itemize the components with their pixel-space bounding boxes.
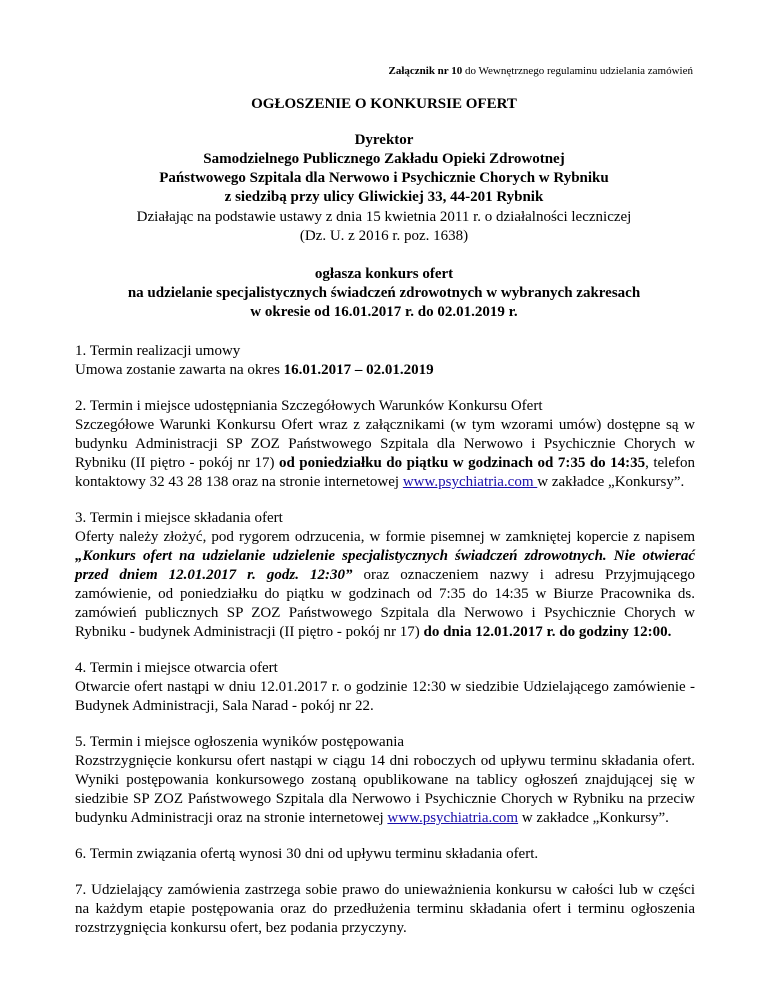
section-2 [75,397,695,492]
section-1-bold: 16.01.2017 – 02.01.2019 [283,362,434,378]
section-2-text-3: w zakładce „Konkursy”. [537,474,685,490]
sections [75,342,695,955]
section-3-text-2: oraz oznaczeniem nazwy i adresu Przyjmującego zamówienie, od poniedziałku do piątku w godzinach od 7:35 do 14:35 w Biurze Pracownika ds. zamówień publicznych SP ZOZ Państwowego Szpitala dla Nerwowo i Psychicznie Chorych w Rybniku - budynek Administracji (II piętro - pokój nr 17) [75,567,696,640]
section-7 [75,881,695,938]
annex-label: Załącznik nr 10 [388,65,463,77]
announce-line-1: ogłasza konkurs ofert [314,266,454,282]
annex-note [388,65,693,77]
section-1-body [75,361,695,380]
section-6-body: 6. Termin związania ofertą wynosi 30 dni od upływu terminu składania ofert. [75,846,539,862]
section-2-bold: od poniedziałku do piątku w godzinach od 7:35 do 14:35 [278,455,646,471]
section-3 [75,509,695,642]
section-5-text-2: w zakładce „Konkursy”. [518,810,669,826]
section-4-body: Otwarcie ofert nastąpi w dniu 12.01.2017 r. o godzinie 12:30 w siedzibie Udzielającego zamówienie - Budynek Administracji, Sala Narad - pokój nr 22. [75,679,695,714]
announcement-block [0,265,768,322]
director-line-1: Dyrektor [354,132,414,148]
director-line-4: z siedzibą przy ulicy Gliwickiej 33, 44-201 Rybnik [224,189,544,205]
section-5-heading: 5. Termin i miejsce ogłoszenia wyników postępowania [75,734,405,750]
section-2-text-2: , telefon kontaktowy 32 43 28 138 oraz na stronie internetowej [75,455,695,490]
website-link[interactable]: www.psychiatria.com [402,474,538,490]
section-3-body [75,528,695,642]
legal-basis [0,208,768,246]
section-2-body [75,416,695,492]
document-title: OGŁOSZENIE O KONKURSIE OFERT [251,96,517,112]
section-7-body: 7. Udzielający zamówienia zastrzega sobie prawo do unieważnienia konkursu w całości lub w części na każdym etapie postępowania oraz do przedłużenia terminu składania ofert i terminu ogłoszenia rozstrzygnięcia konkursu ofert, bez podania przyczyny. [75,882,695,936]
announce-line-2: na udzielanie specjalistycznych świadczeń zdrowotnych w wybranych zakresach [127,285,641,301]
director-line-2: Samodzielnego Publicznego Zakładu Opieki Zdrowotnej [203,151,565,167]
annex-rest: do Wewnętrznego regulaminu udzielania zamówień [462,65,693,77]
legal-line-1: Działając na podstawie ustawy z dnia 15 kwietnia 2011 r. o działalności leczniczej [136,209,632,225]
section-3-envelope-label: „Konkurs ofert na udzielanie udzielenie specjalistycznych świadczeń zdrowotnych. Nie otwierać przed dniem 12.01.2017 r. godz. 12:30” [75,548,695,583]
announce-line-3: w okresie od 16.01.2017 r. do 02.01.2019 r. [250,304,518,320]
director-block [0,131,768,207]
section-6 [75,845,695,864]
section-1-text: Umowa zostanie zawarta na okres [75,362,284,378]
section-4-heading: 4. Termin i miejsce otwarcia ofert [75,660,278,676]
section-3-text-1: Oferty należy złożyć, pod rygorem odrzucenia, w formie pisemnej w zamkniętej kopercie z napisem [75,529,695,545]
section-4 [75,659,695,716]
section-5 [75,733,695,828]
section-3-deadline: do dnia 12.01.2017 r. do godziny 12:00. [423,624,672,640]
section-5-body [75,752,695,828]
legal-line-2: (Dz. U. z 2016 r. poz. 1638) [299,228,469,244]
section-1 [75,342,695,380]
section-2-text-1: Szczegółowe Warunki Konkursu Ofert wraz z załącznikami (w tym wzorami umów) dostępne są w budynku Administracji SP ZOZ Państwowego Szpitala dla Nerwowo i Psychicznie Chorych w Rybniku (II piętro - pokój nr 17) [75,417,695,471]
director-line-3: Państwowego Szpitala dla Nerwowo i Psychicznie Chorych w Rybniku [159,170,609,186]
website-link-2[interactable]: www.psychiatria.com [387,810,519,826]
section-5-text-1: Rozstrzygnięcie konkursu ofert nastąpi w ciągu 14 dni roboczych od upływu terminu składania ofert. Wyniki postępowania konkursowego zostaną opublikowane na tablicy ogłoszeń znajdującej się w siedzibie SP ZOZ Państwowego Szpitala dla Nerwowo i Psychicznie Chorych w Rybniku na przeciw budynku Administracji oraz na stronie internetowej [75,753,695,826]
section-1-heading: 1. Termin realizacji umowy [75,343,241,359]
section-3-heading: 3. Termin i miejsce składania ofert [75,510,283,526]
section-2-heading: 2. Termin i miejsce udostępniania Szczegółowych Warunków Konkursu Ofert [75,398,543,414]
